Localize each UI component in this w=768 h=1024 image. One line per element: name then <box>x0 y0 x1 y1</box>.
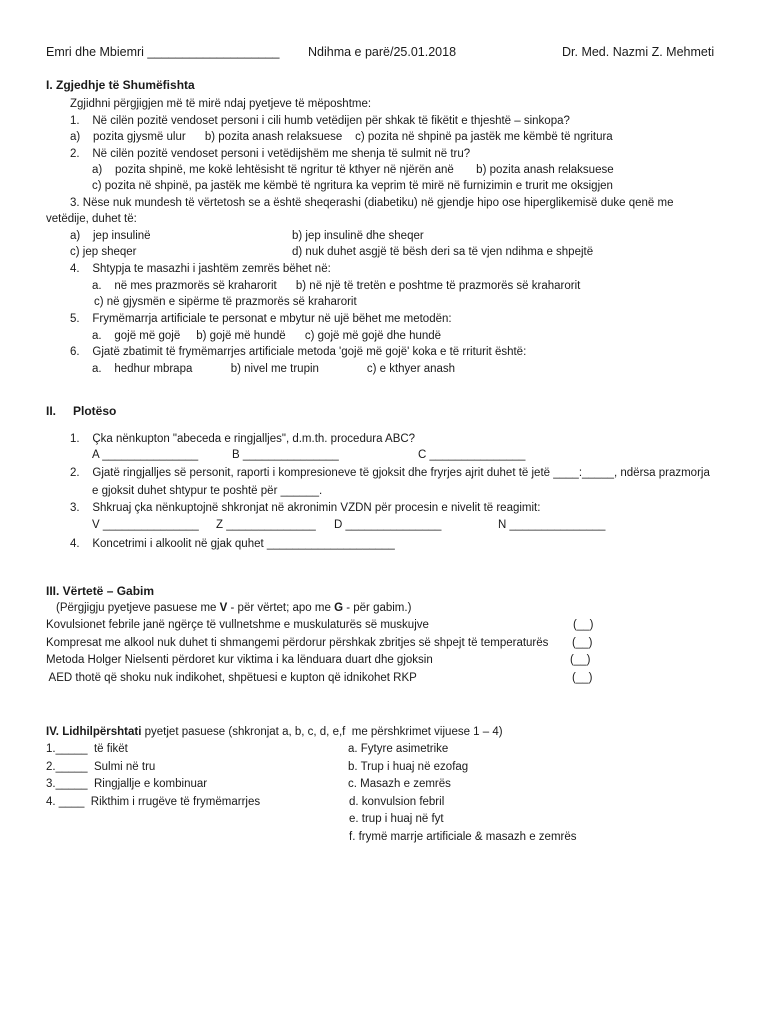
exam-title: Ndihma e parë/25.01.2018 <box>308 45 457 59</box>
blank-v[interactable]: V _______________ <box>92 519 199 531</box>
blank-b[interactable]: B _______________ <box>232 449 339 461</box>
question-2-2-line-2: e gjoksit duhet shtypur te poshtë për ______. <box>92 485 323 497</box>
question-1-2: 2. Në cilën pozitë vendoset personi i vetëdijshëm me shenja të sulmit në tru? <box>70 148 471 160</box>
match-option: b. Trup i huaj në ezofag <box>348 761 469 773</box>
match-option: d. konvulsion febril <box>349 796 445 808</box>
section-3-instructions: (Përgjigju pyetjeve pasuese me V - për vërtet; apo me G - për gabim.) <box>56 602 412 614</box>
question-1-4-option-c: c) në gjysmën e sipërme të prazmorës së kraharorit <box>94 296 357 308</box>
question-1-3-line-2: vetëdije, duhet të: <box>46 213 137 225</box>
question-1-1-options: a) pozita gjysmë ulur b) pozita anash relaksuese c) pozita në shpinë pa jastëk me këmbë të ngritura <box>70 131 613 143</box>
question-1-5-options: a. gojë më gojë b) gojë më hundë c) gojë më gojë dhe hundë <box>92 330 442 342</box>
author: Dr. Med. Nazmi Z. Mehmeti <box>562 45 715 59</box>
match-option: c. Masazh e zemrës <box>348 778 451 790</box>
question-1-3-option-b: b) jep insulinë dhe sheqer <box>292 230 424 242</box>
match-item[interactable]: 3._____ Ringjallje e kombinuar <box>46 778 208 790</box>
match-option: f. frymë marrje artificiale & masazh e zemrës <box>349 831 577 843</box>
tf-statement: Kovulsionet febrile janë ngërçe të vullnetshme e muskulaturës së muskujve <box>46 619 429 631</box>
blank-a[interactable]: A _______________ <box>92 449 199 461</box>
match-item[interactable]: 4. ____ Rikthim i rrugëve të frymëmarrjes <box>46 796 261 808</box>
question-1-6: 6. Gjatë zbatimit të frymëmarrjes artificiale metoda 'gojë më gojë' koka e të rriturit është: <box>70 346 527 358</box>
blank-c[interactable]: C _______________ <box>418 449 526 461</box>
match-option: a. Fytyre asimetrike <box>348 743 449 755</box>
question-1-3-line-1: 3. Nëse nuk mundesh të vërtetosh se a është sheqerashi (diabetiku) në gjendje hipo ose hiperglikemisë duke qenë me <box>70 197 674 209</box>
section-1-title: I. Zgjedhje të Shumëfishta <box>46 78 195 92</box>
section-4-heading: IV. Lidhilpërshtati pyetjet pasuese (shkronjat a, b, c, d, e,f me përshkrimet vijuese 1 – 4) <box>46 726 503 738</box>
match-option: e. trup i huaj në fyt <box>349 813 444 825</box>
question-1-3-option-c: c) jep sheqer <box>70 246 137 258</box>
name-field: Emri dhe Mbiemri ___________________ <box>46 45 280 59</box>
tf-answer-blank[interactable]: (__) <box>572 637 593 649</box>
match-item[interactable]: 2._____ Sulmi në tru <box>46 761 156 773</box>
blank-d[interactable]: D _______________ <box>334 519 442 531</box>
question-1-3-option-a: a) jep insulinë <box>70 230 151 242</box>
section-2-number: II. <box>46 404 57 418</box>
blank-z[interactable]: Z ______________ <box>216 519 316 531</box>
section-1-intro: Zgjidhni përgjigjen më të mirë ndaj pyetjeve të mëposhtme: <box>70 98 372 110</box>
tf-answer-blank[interactable]: (__) <box>572 672 593 684</box>
question-2-2-line-1: 2. Gjatë ringjalljes së personit, raporti i kompresioneve të gjoksit dhe fryrjes ajrit duhet të jetë ____:_____, ndërsa prazmorja <box>70 467 710 479</box>
tf-answer-blank[interactable]: (__) <box>570 654 591 666</box>
section-3-title: III. Vërtetë – Gabim <box>46 584 155 598</box>
match-item[interactable]: 1._____ të fikët <box>46 743 128 755</box>
question-2-4: 4. Koncetrimi i alkoolit në gjak quhet ____________________ <box>70 538 395 550</box>
question-2-1: 1. Çka nënkupton "abeceda e ringjalljes", d.m.th. procedura ABC? <box>70 433 416 445</box>
question-1-1: 1. Në cilën pozitë vendoset personi i cili humb vetëdijen për shkak të fikëtit e thjeshtë – sinkopa? <box>70 115 570 127</box>
question-1-2-options-ab: a) pozita shpinë, me kokë lehtësisht të ngritur të kthyer në njërën anë b) pozita anash relaksuese <box>92 164 614 176</box>
question-1-4-options-ab: a. në mes prazmorës së kraharorit b) në një të tretën e poshtme të prazmorës së kraharorit <box>92 280 581 292</box>
question-1-6-options: a. hedhur mbrapa b) nivel me trupin c) e kthyer anash <box>92 363 456 375</box>
question-1-5: 5. Frymëmarrja artificiale te personat e mbytur në ujë bëhet me metodën: <box>70 313 452 325</box>
tf-answer-blank[interactable]: (__) <box>573 619 594 631</box>
question-1-3-option-d: d) nuk duhet asgjë të bësh deri sa të vjen ndihma e shpejtë <box>292 246 594 258</box>
question-1-4: 4. Shtypja te masazhi i jashtëm zemrës bëhet në: <box>70 263 331 275</box>
blank-n[interactable]: N _______________ <box>498 519 606 531</box>
question-1-2-option-c: c) pozita në shpinë, pa jastëk me këmbë të ngritura ka veprim të mirë në furnizimin e trurit me oksigjen <box>92 180 613 192</box>
question-2-3: 3. Shkruaj çka nënkuptojnë shkronjat në akronimin VZDN për procesin e nivelit të reagimit: <box>70 502 541 514</box>
section-2-title: Plotëso <box>73 404 117 418</box>
tf-statement: AED thotë që shoku nuk indikohet, shpëtuesi e kupton që idnikohet RKP <box>46 672 417 684</box>
tf-statement: Metoda Holger Nielsenti përdoret kur viktima i ka lënduara duart dhe gjoksin <box>46 654 433 666</box>
tf-statement: Kompresat me alkool nuk duhet ti shmangemi përdorur përshkak zbritjes së shpejt të temperaturës <box>46 637 549 649</box>
